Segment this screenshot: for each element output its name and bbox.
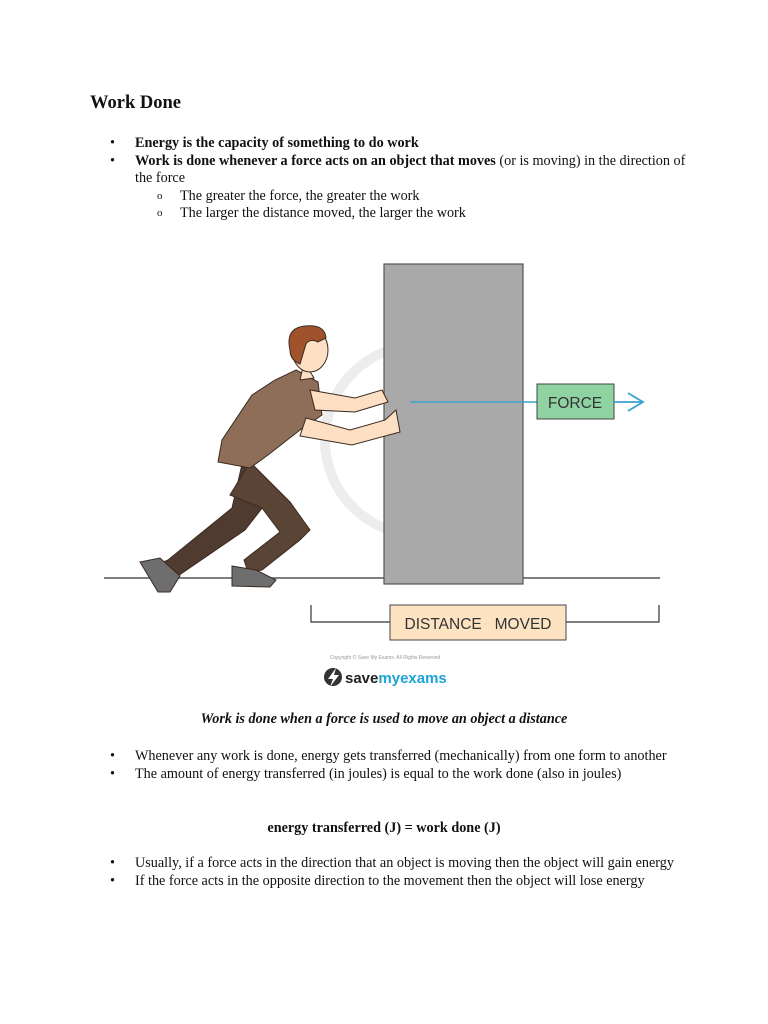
intro-bullet-list: [90, 135, 690, 223]
list-item: o The larger the distance moved, the larger the work: [135, 205, 690, 223]
list-item: o The greater the force, the greater the work: [135, 188, 690, 206]
bullet-bold-text: Energy is the capacity of something to do work: [135, 135, 419, 151]
logo-exams: exams: [400, 670, 447, 687]
svg-text:savemyexams: [345, 670, 447, 687]
middle-bullet-list: [90, 748, 690, 783]
sub-bullet-list: [135, 188, 690, 223]
logo-my: my: [378, 670, 401, 687]
list-item: • Whenever any work is done, energy gets transferred (mechanically) from one form to another: [90, 748, 690, 766]
logo-save: save: [345, 670, 379, 687]
list-item: [90, 135, 690, 153]
bullet-bold-text: Work is done whenever a force acts on an object that moves: [135, 152, 496, 169]
list-item: • If the force acts in the opposite direction to the movement then the object will lose energy: [90, 873, 690, 891]
bullet-text: (or is moving) in the direction of the force: [135, 152, 686, 186]
figure-caption: Work is done when a force is used to move an object a distance: [200, 711, 568, 727]
copyright-text: Copyright © Save My Exams. All Rights Reserved: [329, 655, 441, 661]
list-item: • Usually, if a force acts in the direction that an object is moving then the object will gain energy: [90, 855, 690, 873]
page-title: Work Done: [90, 93, 181, 113]
final-bullet-list: [90, 855, 690, 890]
grey-block: [384, 264, 523, 584]
formula-text: energy transferred (J) = work done (J): [267, 820, 501, 836]
list-item: • The amount of energy transferred (in joules) is equal to the work done (also in joules): [90, 766, 690, 784]
force-label: FORCE: [547, 395, 603, 412]
distance-label: DISTANCE MOVED: [404, 616, 552, 633]
list-item: [90, 153, 690, 223]
work-done-diagram: [0, 240, 768, 700]
save-my-exams-logo: [324, 668, 447, 687]
